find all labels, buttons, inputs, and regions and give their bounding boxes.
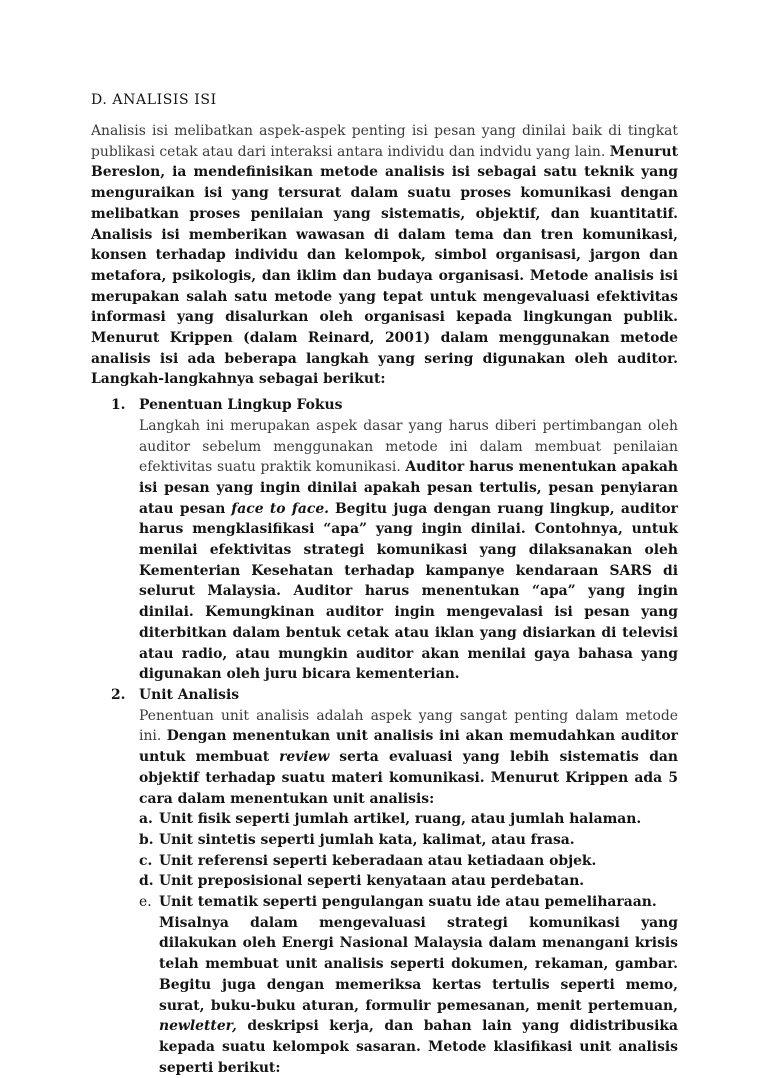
sub-list-item — [139, 851, 678, 872]
sub-list-item — [139, 871, 678, 892]
sub-item-letter: b. — [139, 831, 154, 848]
item-bold-text: Auditor harus menentukan apakah isi pesan yang ingin dinilai apakah pesan tertulis, pesan penyiaran atau pesan — [139, 459, 678, 517]
sub-item-text: Unit sintetis seperti jumlah kata, kalimat, atau frasa. — [159, 831, 575, 848]
sub-item-letter: c. — [139, 852, 153, 869]
list-item — [91, 685, 678, 1078]
item-body — [139, 706, 678, 810]
item-italic-text: face to face. — [231, 500, 330, 517]
sub-list-item — [139, 809, 678, 830]
sub-item-text: Unit referensi seperti keberadaan atau ketiadaan objek. — [159, 852, 597, 869]
item-bold-text: Begitu juga dengan ruang lingkup, auditor harus mengklasifikasi “apa” yang ingin dinilai. Contohnya, untuk menilai efektivitas strategi komunikasi yang dilaksanakan oleh Kementerian Kesehatan terhadap kampanye kendaraan SARS di selurut Malaysia. Auditor harus menentukan “apa” yang ingin dinilai. Kemungkinan auditor ingin mengevalasi isi pesan yang diterbitkan dalam bentuk cetak atau iklan yang disiarkan di televisi atau radio, atau mungkin auditor akan menilai gaya bahasa yang digunakan oleh juru bicara kementerian. — [139, 500, 678, 683]
sub-item-letter: e. — [139, 894, 152, 911]
intro-paragraph — [91, 121, 678, 390]
item-light-text: Penentuan unit analisis adalah aspek yang sangat penting dalam metode ini. — [139, 707, 678, 745]
item-number: 1. — [111, 397, 126, 414]
sub-list-item — [139, 830, 678, 851]
item-bold-text: Dengan menentukan unit analisis ini akan memudahkan auditor untuk membuat — [139, 728, 678, 766]
item-light-text: Langkah ini merupakan aspek dasar yang harus diberi pertimbangan oleh auditor sebelum menggunakan metode ini dalam membuat penilaian efektivitas suatu praktik komunikasi. — [139, 417, 678, 476]
steps-list — [91, 395, 678, 1078]
sub-item-letter: d. — [139, 873, 154, 890]
item-title: Unit Analisis — [139, 686, 240, 703]
item-title: Penentuan Lingkup Fokus — [139, 397, 343, 414]
list-item — [91, 395, 678, 685]
sub-item-text: Unit tematik seperti pengulangan suatu ide atau pemeliharaan. — [159, 894, 657, 911]
item-italic-text: review — [279, 749, 330, 766]
sub-item-letter: a. — [139, 811, 153, 828]
item-body — [139, 416, 678, 685]
closing-text: Misalnya dalam mengevaluasi strategi komunikasi yang dilakukan oleh Energi Nasional Malaysia dalam menangani krisis telah membuat unit analisis seperti dokumen, rekaman, gambar. Begitu juga dengan memeriksa kertas tertulis seperti memo, surat, buku-buku aturan, formulir pemesanan, menit pertemuan, — [159, 914, 678, 1014]
sub-list-item — [139, 892, 678, 913]
sub-item-text: Unit preposisional seperti kenyataan atau perdebatan. — [159, 873, 585, 890]
section-heading: D. ANALISIS ISI — [91, 92, 217, 108]
sub-item-text: Unit fisik seperti jumlah artikel, ruang, atau jumlah halaman. — [159, 811, 642, 828]
item-number: 2. — [111, 686, 126, 703]
item-bold-text: serta evaluasi yang lebih sistematis dan objektif terhadap suatu materi komunikasi. Menurut Krippen ada 5 cara dalam menentukan unit analisis: — [139, 749, 679, 807]
closing-italic-text: newletter, — [159, 1018, 237, 1035]
closing-paragraph — [139, 913, 678, 1078]
unit-list — [139, 809, 678, 913]
intro-light-text: Analisis isi melibatkan aspek-aspek penting isi pesan yang dinilai baik di tingkat publikasi cetak atau dari interaksi antara individu dan indvidu yang lain. — [91, 123, 678, 160]
closing-text: deskripsi kerja, dan bahan lain yang didistribusika kepada suatu kelompok sasaran. Metode klasifikasi unit analisis seperti berikut: — [159, 1018, 678, 1076]
intro-bold-text: Menurut Bereslon, ia mendefinisikan metode analisis isi sebagai satu teknik yang menguraikan isi yang tersurat dalam suatu proses komunikasi dengan melibatkan proses penilaian yang sistematis, objektif, dan kuantitatif. Analisis isi memberikan wawasan di dalam tema dan tren komunikasi, konsen terhadap individu dan kelompok, simbol organisasi, jargon dan metafora, psikologis, dan iklim dan budaya organisasi. Metode analisis isi merupakan salah satu metode yang tepat untuk mengevaluasi efektivitas informasi yang disalurkan oleh organisasi kepada lingkungan publik. Menurut Krippen (dalam Reinard, 2001) dalam menggunakan metode analisis isi ada beberapa langkah yang sering digunakan oleh auditor. Langkah-langkahnya sebagai berikut: — [91, 143, 679, 388]
